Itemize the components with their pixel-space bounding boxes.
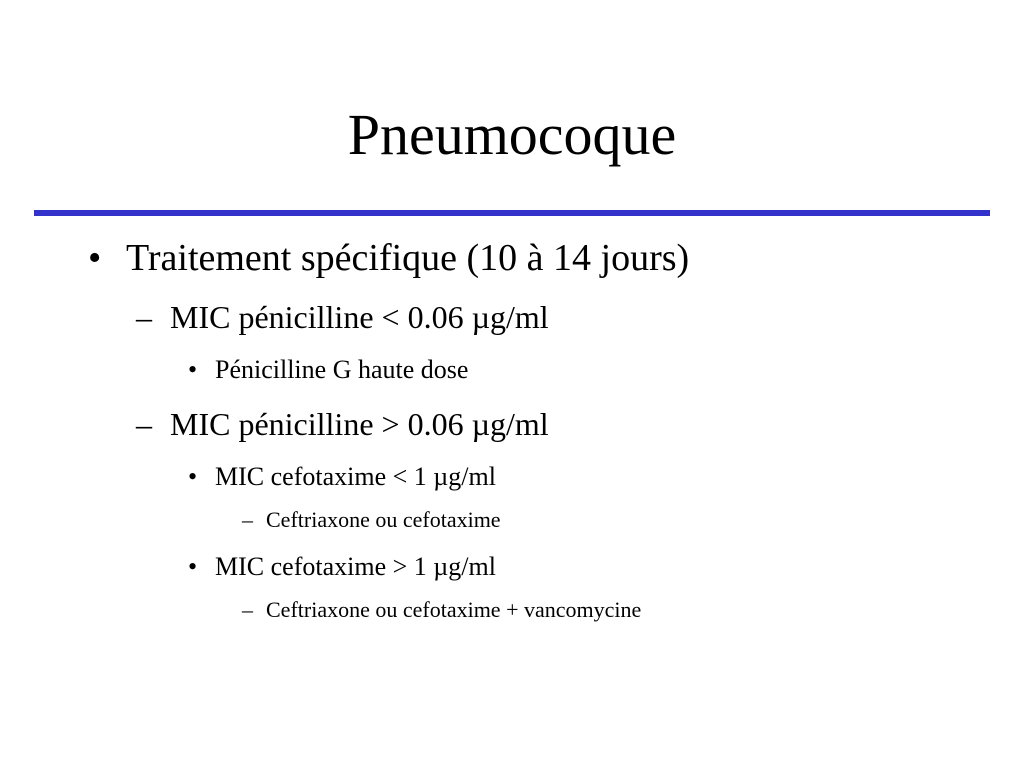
bullet-text: Traitement spécifique (10 à 14 jours) — [126, 237, 690, 279]
bullet-dot-icon: • — [188, 462, 198, 491]
sub-item-text: MIC pénicilline > 0.06 µg/ml — [170, 406, 549, 442]
dash-icon: – — [136, 299, 152, 335]
bullet-dot-icon: • — [188, 552, 198, 581]
title-divider — [34, 210, 990, 216]
sub-sub-item-text: MIC cefotaxime < 1 µg/ml — [215, 462, 496, 491]
sub-item-text: MIC pénicilline < 0.06 µg/ml — [170, 299, 549, 335]
sub-sub-item-text: MIC cefotaxime > 1 µg/ml — [215, 552, 496, 581]
bullet-dot-icon: • — [188, 355, 198, 384]
dash-icon: – — [136, 406, 152, 442]
dash-icon: – — [242, 507, 253, 532]
dash-icon: – — [242, 597, 253, 622]
slide-title: Pneumocoque — [347, 102, 677, 167]
level4-item-text: Ceftriaxone ou cefotaxime — [266, 507, 501, 532]
sub-sub-item-text: Pénicilline G haute dose — [215, 355, 469, 384]
bullet-dot-icon: • — [88, 237, 102, 279]
level4-item-text: Ceftriaxone ou cefotaxime + vancomycine — [266, 597, 642, 622]
